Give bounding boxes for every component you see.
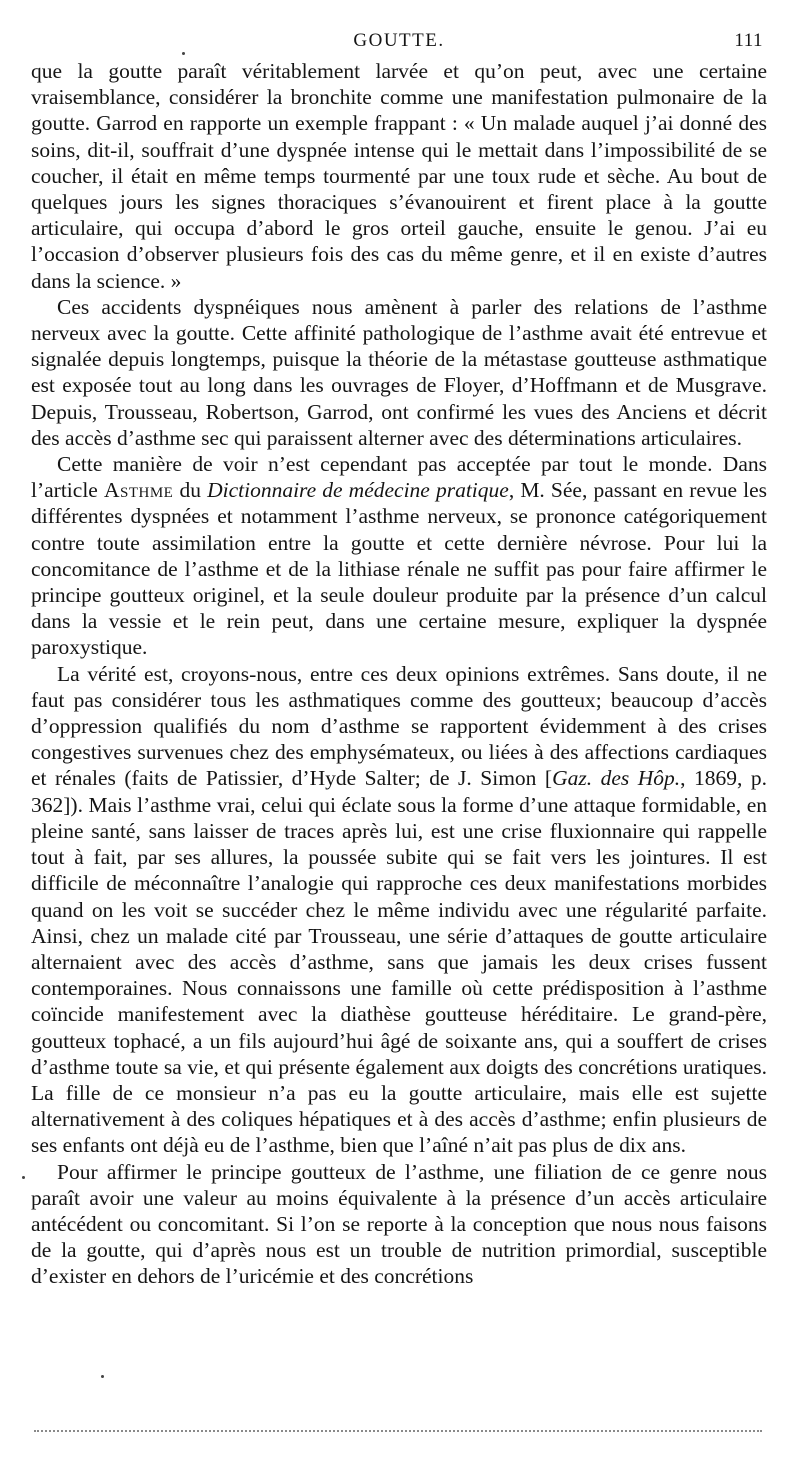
paragraph-2: Ces accidents dyspnéiques nous amènent à parler des relations de l’asthme nerveux avec la goutte. Cette affinité pathologique de l’asthme avait été entrevue et signalée depuis longtemps, puisque la théorie de la métastase goutteuse asthmatique est exposée tout au long dans les ouvrages de Floyer, d’Hoffmann et de Musgrave. Depuis, Trousseau, Robertson, Garrod, ont confirmé les vues des Anciens et décrit des accès d’asthme sec qui paraissent alterner avec des déterminations articulaires. xyxy=(31,294,767,450)
footer-dotted-rule xyxy=(34,1430,762,1432)
paragraph-1: que la goutte paraît véritablement larvée et qu’on peut, avec une certaine vraisemblance, considérer la bronchite comme une manifestation pulmonaire de la goutte. Garrod en rapporte un exemple frappant : « Un malade auquel j’ai donné des soins, dit-il, souffrait d’une dyspnée intense qui le mettait dans l’impossibilité de se coucher, il était en même temps tourmenté par une toux rude et sèche. Au bout de quelques jours les signes thoraciques s’évanouirent et firent place à la goutte articulaire, qui occupa d’abord le gros orteil gauche, ensuite le genou. J’ai eu l’occasion d’observer plusieurs fois des cas du même genre, et il en existe d’autres dans la science. » xyxy=(31,59,767,293)
running-title: GOUTTE. xyxy=(353,30,445,51)
journal-title: Gaz. des Hôp. xyxy=(552,766,681,791)
paragraph-3-start: Cette manière de voir n’est cependant pas acceptée par tout le monde. Dans l’article xyxy=(31,452,767,503)
paragraph-3 xyxy=(31,451,767,661)
dictionary-title: Dictionnaire de médecine pratique xyxy=(207,478,509,503)
paragraph-4-end: , 1869, p. 362]). Mais l’asthme vrai, celui qui éclate sous la forme d’une attaque formidable, en pleine santé, sans laisser de traces après lui, est une crise fluxionnaire qui rappelle tout à fait, par ses allures, la poussée subite qui se fait vers les jointures. Il est difficile de méconnaître l’analogie qui rapproche ces deux manifestations morbides quand on les voit se succéder chez le même individu avec une régularité parfaite. Ainsi, chez un malade cité par Trousseau, une série d’attaques de goutte articulaire alternaient avec des accès d’asthme, sans que jamais les deux crises fussent contemporaines. Nous connaissons une famille où cette prédisposition à l’asthme coïncide manifestement avec la diathèse goutteuse héréditaire. Le grand-père, goutteux tophacé, a un fils aujourd’hui âgé de soixante ans, qui a souffert de crises d’asthme toute sa vie, et qui présente également aux doigts des concrétions uratiques. La fille de ce monsieur n’a pas eu la goutte articulaire, mais elle est sujette alternativement à des coliques hépatiques et à des accès d’asthme; enfin plusieurs de ses enfants ont déjà eu de l’asthme, bien que l’aîné n’ait pas plus de dix ans. xyxy=(31,766,767,1158)
paragraph-4 xyxy=(31,661,767,1159)
paragraph-5: Pour affirmer le principe goutteux de l’asthme, une filiation de ce genre nous paraît avoir une valeur au moins équivalente à la présence d’un accès articulaire antécédent ou concomitant. Si l’on se reporte à la conception que nous nous faisons de la goutte, qui d’après nous est un trouble de nutrition primordial, susceptible d’exister en dehors de l’uricémie et des concrétions xyxy=(31,1159,767,1289)
page-speck xyxy=(182,52,185,55)
lower-speck xyxy=(101,1375,104,1378)
paragraph-4-start: La vérité est, croyons-nous, entre ces deux opinions extrêmes. Sans doute, il ne faut pas considérer tous les asthmatiques comme des goutteux; beaucoup d’accès d’oppression qualifiés du nom d’asthme se rapportent évidemment à des crises congestives survenues chez des emphysémateux, ou liées à des affections cardiaques et rénales (faits de Patissier, d’Hyde Salter; de J. Simon [ xyxy=(31,661,767,791)
paragraph-3-connector: du xyxy=(173,478,208,503)
body-text xyxy=(31,58,767,1290)
page-number: 111 xyxy=(734,30,763,51)
article-term: Asthme xyxy=(103,478,174,503)
margin-speck xyxy=(22,1176,25,1179)
running-head xyxy=(31,28,767,58)
book-page xyxy=(31,28,767,1290)
paragraph-3-end: , M. Sée, passant en revue les différentes dyspnées et notamment l’asthme nerveux, se prononce catégoriquement contre toute assimilation entre la goutte et cette dernière névrose. Pour lui la concomitance de l’asthme et de la lithiase rénale ne suffit pas pour faire affirmer le principe goutteux originel, et la seule douleur produite par la présence d’un calcul dans la vessie et le rein peut, dans une certaine mesure, expliquer la dyspnée paroxystique. xyxy=(31,478,768,660)
